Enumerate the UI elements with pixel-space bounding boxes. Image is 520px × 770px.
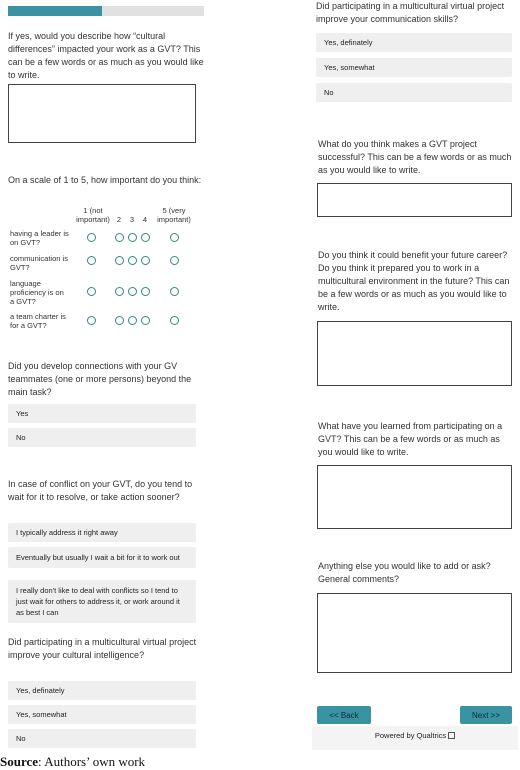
matrix-header-3: 3 <box>129 215 135 224</box>
matrix-radio[interactable] <box>87 256 96 265</box>
matrix-radio[interactable] <box>115 287 124 296</box>
source-caption <box>0 754 145 770</box>
matrix-radio[interactable] <box>170 233 179 242</box>
back-button[interactable]: << Back <box>317 706 371 724</box>
matrix-header-5: 5 (very important) <box>157 206 191 224</box>
external-link-icon <box>448 732 455 739</box>
progress-bar <box>8 6 204 16</box>
matrix-radio[interactable] <box>170 316 179 325</box>
matrix-radio[interactable] <box>115 256 124 265</box>
matrix-radio[interactable] <box>170 256 179 265</box>
choice-no[interactable]: No <box>8 729 196 748</box>
matrix-radio[interactable] <box>170 287 179 296</box>
powered-by[interactable] <box>312 731 518 740</box>
source-label: Source <box>0 754 39 769</box>
matrix-row-label: communication is GVT? <box>10 254 68 272</box>
question-future-career: Do you think it could benefit your future career? Do you think it prepared you to work in a multicultural environment in the future? This can be a few words or as much as you would like to write. <box>318 250 510 312</box>
choice-no[interactable]: No <box>316 83 512 102</box>
progress-fill <box>8 6 102 16</box>
matrix-radio[interactable] <box>141 256 150 265</box>
matrix-radio[interactable] <box>128 233 137 242</box>
choice-avoid-conflicts[interactable]: I really don't like to deal with conflicts so I tend to just wait for others to address it, or work around it as best I can <box>8 580 196 623</box>
matrix-row-label: a team charter is for a GVT? <box>10 312 66 330</box>
matrix-radio[interactable] <box>141 287 150 296</box>
choice-wait-a-bit[interactable]: Eventually but usually I wait a bit for it to work out <box>8 547 196 568</box>
question-anything-else: Anything else you would like to add or ask? General comments? <box>318 561 491 584</box>
question-importance-scale: On a scale of 1 to 5, how important do you think: <box>8 175 202 185</box>
choice-yes-somewhat[interactable]: Yes, somewhat <box>8 705 196 724</box>
matrix-radio[interactable] <box>128 316 137 325</box>
question-learned: What have you learned from participating on a GVT? This can be a few words or as much as you would like to write. <box>318 421 503 457</box>
choice-yes-definately[interactable]: Yes, definately <box>8 681 196 700</box>
matrix-radio[interactable] <box>141 316 150 325</box>
choice-yes-definately[interactable]: Yes, definately <box>316 33 512 52</box>
matrix-row-label: having a leader is on GVT? <box>10 229 69 247</box>
matrix-row-label: language proficiency is on a GVT? <box>10 279 64 306</box>
matrix-radio[interactable] <box>115 233 124 242</box>
question-conflict: In case of conflict on your GVT, do you tend to wait for it to resolve, or take action sooner? <box>8 479 193 502</box>
next-button[interactable]: Next >> <box>460 706 512 724</box>
learned-textarea[interactable] <box>317 465 512 529</box>
question-cultural-intelligence: Did participating in a multicultural virtual project improve your cultural intelligence? <box>8 637 197 660</box>
question-communication-skills: Did participating in a multicultural virtual project improve your communication skills? <box>316 1 505 24</box>
choice-address-right-away[interactable]: I typically address it right away <box>8 523 196 542</box>
choice-yes-somewhat[interactable]: Yes, somewhat <box>316 58 512 77</box>
source-text: : Authors’ own work <box>38 754 146 769</box>
cultural-differences-textarea[interactable] <box>8 84 196 143</box>
choice-no[interactable]: No <box>8 428 196 447</box>
matrix-radio[interactable] <box>87 316 96 325</box>
comments-textarea[interactable] <box>317 593 512 673</box>
question-connections: Did you develop connections with your GV teammates (one or more persons) beyond the main task? <box>8 361 192 397</box>
matrix-header-1: 1 (not important) <box>76 206 110 224</box>
choice-yes[interactable]: Yes <box>8 404 196 423</box>
matrix-header-2: 2 <box>116 215 122 224</box>
powered-by-label: Powered by Qualtrics <box>374 731 447 740</box>
question-gvt-success: What do you think makes a GVT project successful? This can be a few words or as much as you would like to write. <box>318 139 512 175</box>
gvt-success-textarea[interactable] <box>317 183 512 217</box>
question-cultural-differences: If yes, would you describe how “cultural differences” impacted your work as a GVT? This can be a few words or as much as you would like to write. <box>8 31 204 80</box>
matrix-radio[interactable] <box>128 287 137 296</box>
matrix-radio[interactable] <box>87 233 96 242</box>
matrix-radio[interactable] <box>141 233 150 242</box>
matrix-radio[interactable] <box>87 287 96 296</box>
matrix-header-4: 4 <box>142 215 148 224</box>
future-career-textarea[interactable] <box>317 321 512 386</box>
matrix-radio[interactable] <box>128 256 137 265</box>
matrix-radio[interactable] <box>115 316 124 325</box>
